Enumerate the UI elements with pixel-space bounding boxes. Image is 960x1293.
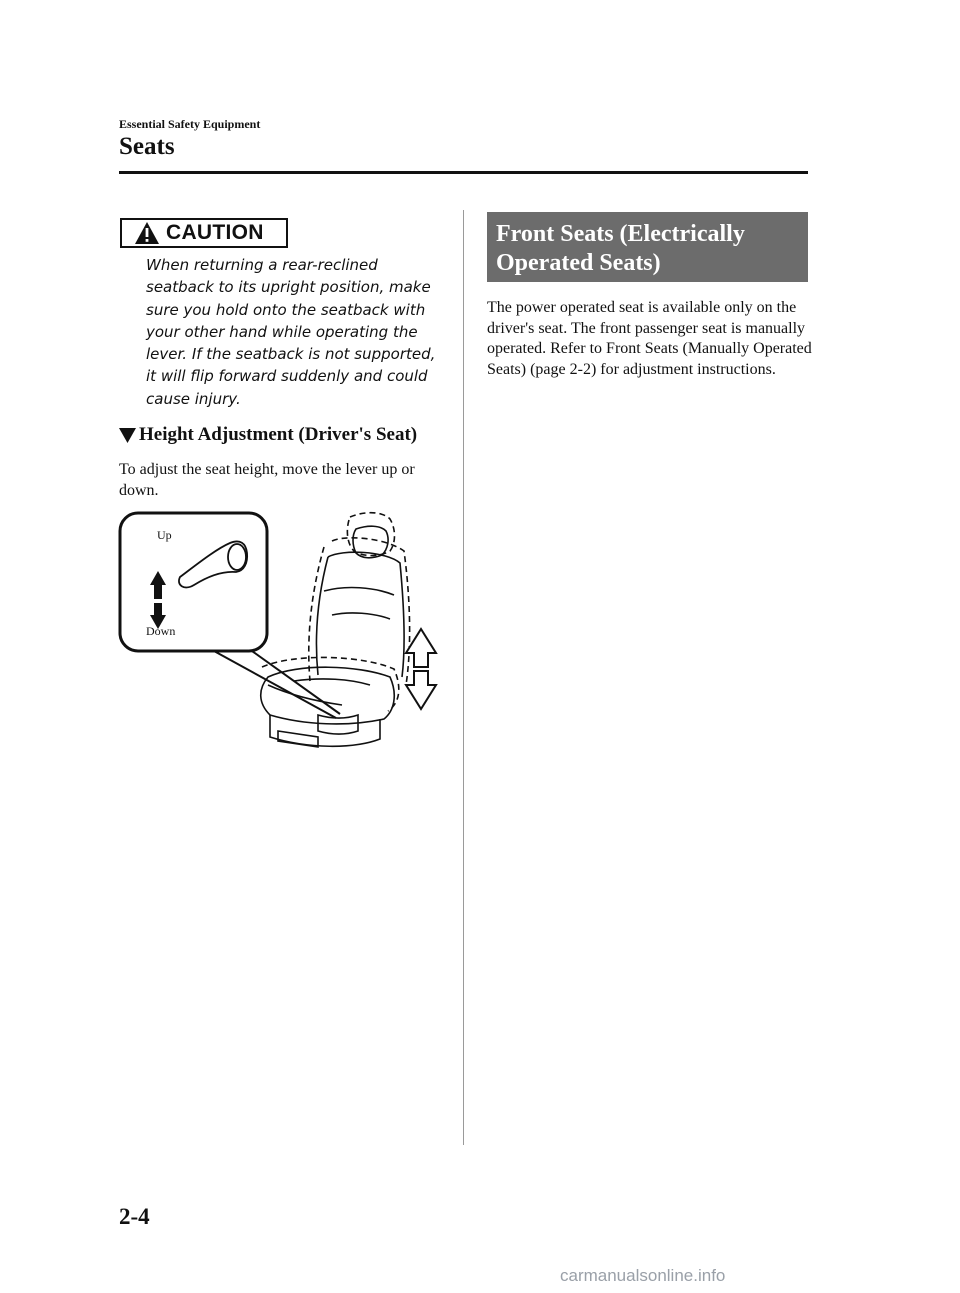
figure-label-down: Down <box>146 624 176 638</box>
figure-label-up: Up <box>157 528 172 542</box>
height-adjustment-body: To adjust the seat height, move the lever up or down. <box>119 461 415 499</box>
column-divider <box>463 210 464 1145</box>
caution-label: CAUTION <box>166 221 264 244</box>
front-seats-heading-line1: Front Seats (Electrically <box>496 221 745 247</box>
warning-triangle-icon <box>134 221 160 245</box>
subsection-heading <box>119 424 417 446</box>
triangle-down-icon <box>119 428 136 443</box>
chapter-title: Seats <box>119 133 175 160</box>
front-seats-heading-line2: Operated Seats) <box>496 250 661 276</box>
watermark: carmanualsonline.info <box>560 1266 726 1285</box>
height-arrows-icon <box>406 629 436 709</box>
caution-text: When returning a rear-reclined seatback to its upright position, make sure you hold onto the seatback with your other hand while operating the lever. If the seatback is not supported, it will flip forward suddenly and could cause injury. <box>146 256 436 408</box>
front-seats-heading <box>487 212 808 282</box>
page-number: 2-4 <box>119 1204 150 1229</box>
section-label: Essential Safety Equipment <box>119 117 261 131</box>
caution-label-box <box>120 218 288 248</box>
seat-outline-icon <box>261 513 410 747</box>
front-seats-body: The power operated seat is available only on the driver's seat. The front passenger seat is manually operated. Refer to Front Seats (Manually Operated Seats) (page 2-2) for adjustment instructions. <box>487 299 812 378</box>
header-rule <box>119 171 808 174</box>
subsection-heading-text: Height Adjustment (Driver's Seat) <box>139 424 418 445</box>
